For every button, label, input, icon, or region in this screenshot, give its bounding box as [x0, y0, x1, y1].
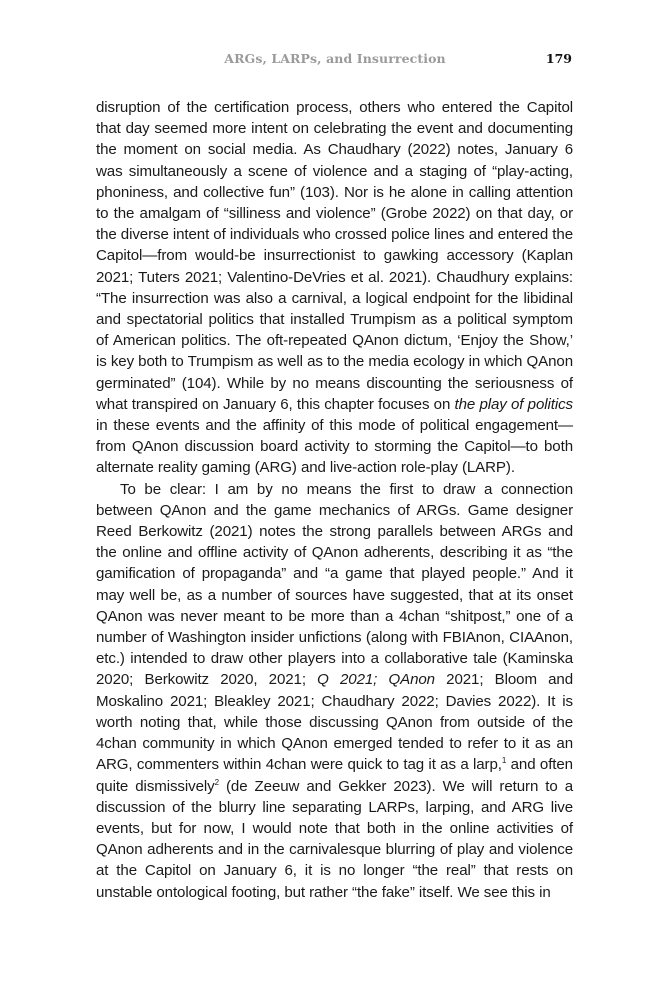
paragraph-1-text-a: disruption of the certification process, others who entered the Capitol that day seemed more intent on celebrating the event and documenting the moment on social media. As Chaudhary (2022) notes, January 6 was simultaneously a scene of violence and a staging of “play-acting, phoniness, and collective fun” (103). Nor is he alone in calling attention to the amalgam of “silliness and violence” (Grobe 2022) on that day, or the diverse intent of individuals who crossed police lines and entered the Capitol—from would-be insurrectionist to gawking accessory (Kaplan 2021; Tuters 2021; Valentino-DeVries et al. 2021). Chaudhury explains: “The insurrection was also a carnival, a logical endpoint for the libidinal and spectatorial politics that installed Trumpism as a political symptom of American politics. The oft-repeated QAnon dictum, ‘Enjoy the Show,’ is key both to Trumpism as well as to the media ecology in which QAnon germinated” (104). While by no means discounting the seriousness of what transpired on January 6, this chapter focuses on — [96, 99, 573, 413]
paragraph-2-text-c: and often quite dismissively — [96, 756, 573, 795]
body-text — [96, 97, 573, 903]
running-title: ARGs, LARPs, and Insurrection — [224, 51, 446, 66]
paragraph-2-text-d: (de Zeeuw and Gekker 2023). We will return to a discussion of the blurry line separating LARPs, larping, and ARG live events, but for now, I would note that both in the online activities of QAnon adherents and in the carnivalesque blurring of play and violence at the Capitol on January 6, it is no longer “the real” that rests on unstable ontological footing, but rather “the fake” itself. We see this in — [96, 777, 573, 901]
paragraph-2-text-b: 2021; Bloom and Moskalino 2021; Bleakley 2021; Chaudhary 2022; Davies 2022). It is worth noting that, while those discussing QAnon from outside of the 4chan community in which QAnon emerged tended to refer to it as an ARG, commenters within 4chan were quick to tag it as a larp, — [96, 671, 574, 774]
paragraph-2 — [96, 479, 573, 903]
running-head — [96, 51, 574, 69]
paragraph-1-italic: the play of politics — [454, 395, 573, 413]
paragraph-2-text-a: To be clear: I am by no means the first to draw a connection between QAnon and the game mechanics of ARGs. Game designer Reed Berkowitz (2021) notes the strong parallels between ARGs and the online and offline activity of QAnon adherents, describing it as “the gamification of propaganda” and “a game that played people.” And it may well be, as a number of sources have suggested, that at its onset QAnon was never meant to be more than a 4chan “shitpost,” one of a number of Washington insider unfictions (along with FBIAnon, CIAAnon, etc.) intended to draw other players into a collaborative tale (Kaminska 2020; Berkowitz 2020, 2021; — [96, 480, 573, 689]
footnote-ref-2[interactable]: 2 — [214, 777, 219, 787]
footnote-ref-1[interactable]: 1 — [501, 756, 507, 766]
page-number: 179 — [545, 51, 572, 66]
paragraph-2-italic: Q 2021; QAnon — [317, 671, 435, 689]
paragraph-1-text-b: in these events and the affinity of this mode of political engagement—from QAnon discussion board activity to storming the Capitol—to both alternate reality gaming (ARG) and live-action role-play (LARP). — [96, 417, 573, 477]
paragraph-1 — [96, 97, 573, 479]
